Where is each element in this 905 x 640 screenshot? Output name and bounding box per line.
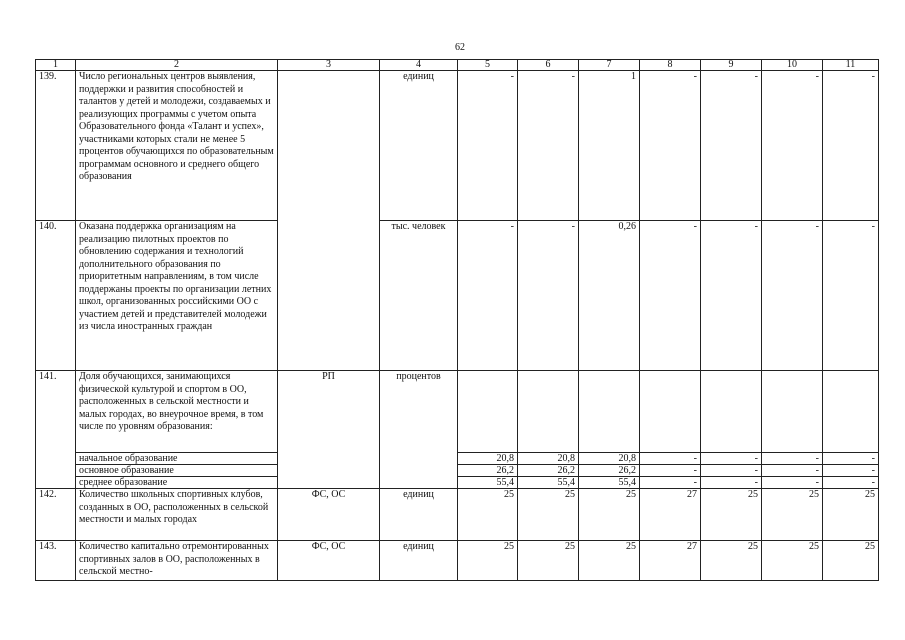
indicator-table	[35, 59, 879, 581]
value-cell: -	[823, 465, 879, 477]
table-row	[36, 221, 879, 371]
value-cell: 25	[762, 489, 823, 541]
table-subrow	[36, 453, 879, 465]
header-cell: 10	[762, 60, 823, 71]
value-cell: 27	[640, 541, 701, 581]
indicator-name: Оказана поддержка организациям на реализацию пилотных проектов по обновлению содержания и технологий дополнительного образования по приоритетным направлениям, в том числе поддержаны проекты по организации летних школ, организованных российскими ОО с участием детей и представителей молодежи из числа иностранных граждан	[76, 221, 278, 371]
value-cell: 0,26	[579, 221, 640, 371]
value-cell: -	[701, 477, 762, 489]
empty-cell	[701, 371, 762, 453]
value-cell: 55,4	[579, 477, 640, 489]
header-cell: 11	[823, 60, 879, 71]
page-number: 62	[455, 42, 465, 53]
value-cell: 25	[823, 489, 879, 541]
empty-cell	[579, 371, 640, 453]
level-label: начальное образование	[76, 453, 278, 465]
value-cell: -	[701, 71, 762, 221]
header-cell: 4	[380, 60, 458, 71]
indicator-name: Число региональных центров выявления, поддержки и развития способностей и талантов у детей и молодежи, создаваемых и реализующих программы с учетом опыта Образовательного фонда «Талант и успех», участниками которых стали не менее 5 процентов обучающихся по образовательным программам основного и среднего общего образования	[76, 71, 278, 221]
value-cell: 26,2	[579, 465, 640, 477]
row-number: 141.	[36, 371, 76, 489]
empty-cell	[458, 371, 518, 453]
unit-cell: единиц	[380, 541, 458, 581]
value-cell: -	[762, 477, 823, 489]
value-cell: -	[640, 477, 701, 489]
empty-cell	[762, 371, 823, 453]
value-cell: 25	[762, 541, 823, 581]
indicator-name: Количество капитально отремонтированных спортивных залов в ОО, расположенных в сельской местно-	[76, 541, 278, 581]
value-cell: -	[640, 453, 701, 465]
value-cell: 27	[640, 489, 701, 541]
header-row	[36, 60, 879, 71]
row-number: 140.	[36, 221, 76, 371]
value-cell: -	[823, 453, 879, 465]
level-label: среднее образование	[76, 477, 278, 489]
value-cell: 20,8	[518, 453, 579, 465]
value-cell: -	[701, 221, 762, 371]
value-cell: -	[640, 465, 701, 477]
header-cell: 5	[458, 60, 518, 71]
header-cell: 7	[579, 60, 640, 71]
empty-cell	[518, 371, 579, 453]
table-subrow	[36, 465, 879, 477]
header-cell: 1	[36, 60, 76, 71]
value-cell: 25	[701, 541, 762, 581]
value-cell: 1	[579, 71, 640, 221]
source-cell: РП	[278, 371, 380, 489]
value-cell: 25	[518, 541, 579, 581]
table-row	[36, 371, 879, 453]
value-cell: 20,8	[458, 453, 518, 465]
value-cell: 25	[518, 489, 579, 541]
value-cell: -	[762, 221, 823, 371]
value-cell: -	[823, 477, 879, 489]
value-cell: 25	[701, 489, 762, 541]
value-cell: -	[762, 453, 823, 465]
unit-cell: процентов	[380, 371, 458, 489]
unit-cell: тыс. человек	[380, 221, 458, 371]
value-cell: -	[458, 71, 518, 221]
header-cell: 2	[76, 60, 278, 71]
value-cell: -	[762, 465, 823, 477]
header-cell: 9	[701, 60, 762, 71]
value-cell: 25	[579, 489, 640, 541]
value-cell: 25	[458, 541, 518, 581]
value-cell: -	[762, 71, 823, 221]
source-cell: ФС, ОС	[278, 541, 380, 581]
level-label: основное образование	[76, 465, 278, 477]
row-number: 143.	[36, 541, 76, 581]
source-cell	[278, 71, 380, 371]
value-cell: -	[518, 71, 579, 221]
table-row	[36, 541, 879, 581]
header-cell: 3	[278, 60, 380, 71]
source-cell: ФС, ОС	[278, 489, 380, 541]
value-cell: 25	[823, 541, 879, 581]
value-cell: -	[823, 71, 879, 221]
row-number: 139.	[36, 71, 76, 221]
value-cell: -	[701, 453, 762, 465]
indicator-name: Доля обучающихся, занимающихся физической культурой и спортом в ОО, расположенных в сельской местности и малых городах, во внеурочное время, в том числе по уровням образования:	[76, 371, 278, 453]
table-row	[36, 489, 879, 541]
value-cell: -	[518, 221, 579, 371]
table-subrow	[36, 477, 879, 489]
value-cell: 25	[458, 489, 518, 541]
value-cell: 20,8	[579, 453, 640, 465]
value-cell: 26,2	[518, 465, 579, 477]
value-cell: -	[640, 221, 701, 371]
header-cell: 8	[640, 60, 701, 71]
indicator-name: Количество школьных спортивных клубов, созданных в ОО, расположенных в сельской местности и малых городах	[76, 489, 278, 541]
empty-cell	[640, 371, 701, 453]
unit-cell: единиц	[380, 71, 458, 221]
value-cell: 55,4	[458, 477, 518, 489]
value-cell: -	[701, 465, 762, 477]
value-cell: -	[823, 221, 879, 371]
empty-cell	[823, 371, 879, 453]
unit-cell: единиц	[380, 489, 458, 541]
value-cell: 26,2	[458, 465, 518, 477]
value-cell: -	[458, 221, 518, 371]
value-cell: -	[640, 71, 701, 221]
row-number: 142.	[36, 489, 76, 541]
table-row	[36, 71, 879, 221]
header-cell: 6	[518, 60, 579, 71]
value-cell: 55,4	[518, 477, 579, 489]
value-cell: 25	[579, 541, 640, 581]
